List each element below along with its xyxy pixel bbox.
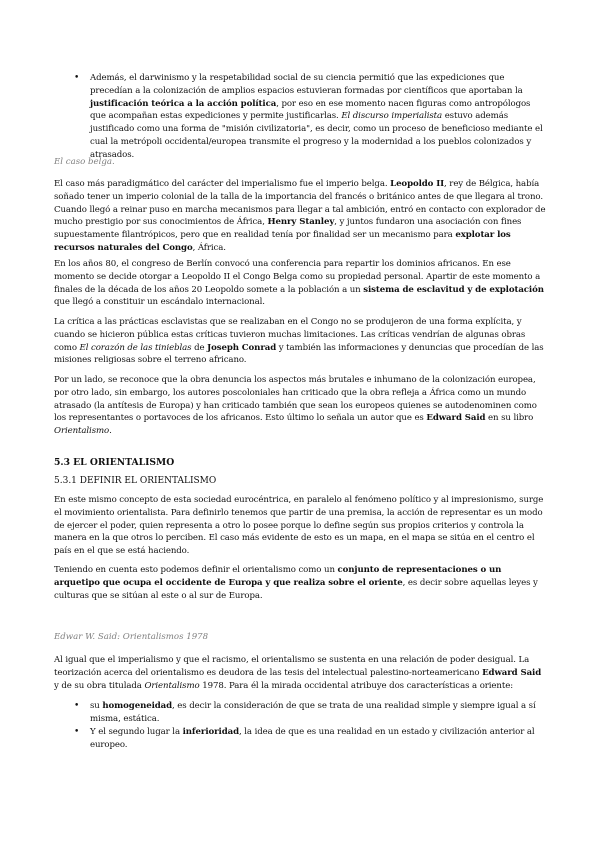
paragraph-congreso-berlin: En los años 80, el congreso de Berlín convocó una conferencia para repartir los dominios africanos. En ese momento se decide otorgar a Leopoldo II el Congo Belga como su propiedad personal. Apartir de este momento a finales de la década de los años 20 Leopoldo somete a la población a un sistema de esclavitud y de explotación que llegó a constituir un escándalo internacional.	[54, 259, 544, 308]
bullet-inferioridad: Y el segundo lugar la inferioridad, la idea de que es una realidad en un estado y civilización anterior al europeo.	[90, 727, 535, 750]
section-heading-caso-belga: El caso belga.	[54, 157, 115, 167]
bullet-homogeneidad: su homogeneidad, es decir la consideración de que se trata de una realidad simple y siempre igual a sí misma, estática.	[90, 701, 536, 724]
bullet-marker: •	[74, 73, 80, 83]
paragraph-leopoldo: El caso más paradigmático del carácter del imperialismo fue el imperio belga. Leopoldo II, rey de Bélgica, había soñado tener un imperio colonial de la talla de la importancia del francés o británico antes de que llegara al trono. Cuando llegó a reinar puso en marcha mecanismos para llegar a tal ambición, entró en contacto con explorador de mucho prestigio por sus conocimientos de África, Henry Stanley, y juntos fundaron una asociación con fines supuestamente filantrópicos, pero que en realidad tenía por finalidad ser un mecanismo para explotar los recursos naturales del Congo, África.	[54, 179, 546, 253]
bullet-marker: •	[74, 727, 80, 737]
paragraph-autores-poscoloniales: Por un lado, se reconoce que la obra denuncia los aspectos más brutales e inhumano de la colonización europea, por otro lado, sin embargo, los autores poscoloniales han criticado que la obra refleja a África como un mundo atrasado (la antítesis de Europa) y han criticado también que sean los europeos quienes se autodenominen como los representantes o portavoces de los africanos. Esto último lo señala un autor que es Edward Said en su libro Orientalismo.	[54, 375, 537, 437]
subsection-heading-definir: 5.3.1 DEFINIR EL ORIENTALISMO	[54, 476, 217, 486]
paragraph-critica-esclavista: La crítica a las prácticas esclavistas que se realizaban en el Congo no se produjeron de una forma explícita, y cuando se hicieron pública estas críticas tuvieron muchas limitaciones. Las críticas vendrían de algunas obras como El corazón de las tinieblas de Joseph Conrad y también las informaciones y denuncias que procedían de las misiones religiosas sobre el terreno africano.	[54, 317, 544, 366]
bullet-marker: •	[74, 701, 80, 711]
section-heading-orientalismo: 5.3 EL ORIENTALISMO	[54, 457, 175, 468]
paragraph-said-teorizacion: Al igual que el imperialismo y que el racismo, el orientalismo se sustenta en una relación de poder desigual. La teorización acerca del orientalismo es deudora de las tesis del intelectual palestino-norteamericano Edward Said y de su obra titulada Orientalismo 1978. Para él la mirada occidental atribuye dos características a oriente:	[54, 655, 542, 691]
bullet-paragraph-darwinismo: Además, el darwinismo y la respetabilidad social de su ciencia permitió que las expediciones que precedían a la colonización de amplios espacios estuvieran formadas por científicos que aportaban la justificación teórica a la acción política, por eso en ese momento nacen figuras como antropólogos que acompañan estas expediciones y permite justificarlas. El discurso imperialista estuvo además justificado como una forma de "misión civilizatoria", es decir, como un proceso de beneficioso mediante el cual la metrópoli occidental/europea transmite el progreso y la modernidad a los pueblos colonizados y atrasados.	[90, 73, 543, 160]
paragraph-definicion-orientalismo: Teniendo en cuenta esto podemos definir el orientalismo como un conjunto de representaciones o un arquetipo que ocupa el occidente de Europa y que realiza sobre el oriente, es decir sobre aquellas leyes y culturas que se sitúan al este o al sur de Europa.	[54, 565, 538, 601]
section-heading-said: Edwar W. Said: Orientalismos 1978	[54, 632, 209, 642]
paragraph-movimiento-orientalista: En este mismo concepto de esta sociedad eurocéntrica, en paralelo al fenómeno político y al impresionismo, surge el movimiento orientalista. Para definirlo tenemos que partir de una premisa, la acción de representar es un modo de ejercer el poder, quien representa a otro lo posee porque lo define según sus propios criterios y controla la manera en la que otros lo perciben. El caso más evidente de esto es un mapa, en el mapa se sitúa en el centro el país en el que se está haciendo.	[54, 495, 544, 557]
